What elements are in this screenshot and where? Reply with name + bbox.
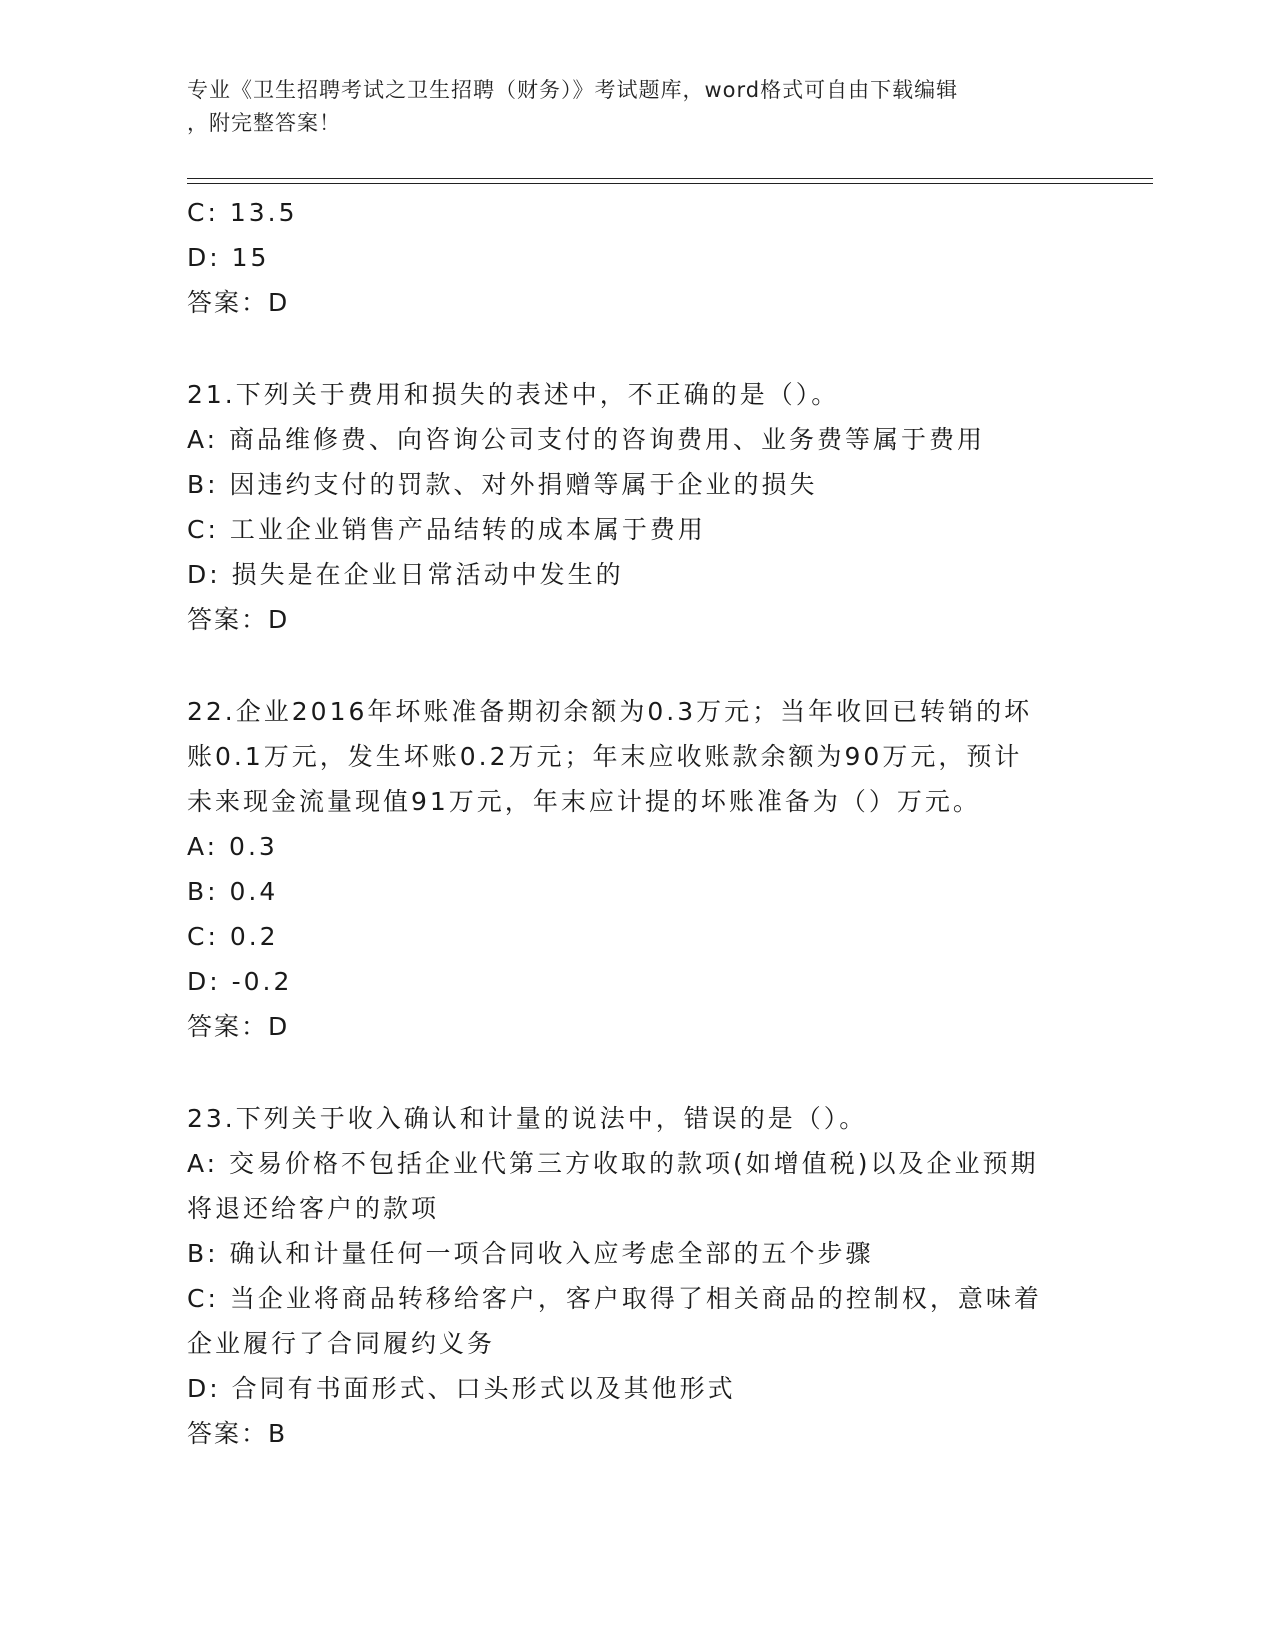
- answer-line: 答案：B: [187, 1419, 288, 1448]
- spacer: [187, 642, 1087, 689]
- option-c: C: 13.5: [187, 198, 298, 227]
- document-header: [187, 74, 1087, 140]
- question-stem: 23.下列关于收入确认和计量的说法中，错误的是（）。: [187, 1104, 868, 1133]
- option-a: A: 0.3: [187, 832, 278, 861]
- question-stem-line-2: 账0.1万元，发生坏账0.2万元；年末应收账款余额为90万元，预计: [187, 742, 1023, 771]
- option-c-line-2: 企业履行了合同履约义务: [187, 1329, 496, 1358]
- option-d: D: 合同有书面形式、口头形式以及其他形式: [187, 1374, 736, 1403]
- option-c: C: 0.2: [187, 922, 279, 951]
- option-d: D: 15: [187, 243, 270, 272]
- option-d: D: 损失是在企业日常活动中发生的: [187, 560, 624, 589]
- question-stem-line-1: 22.企业2016年坏账准备期初余额为0.3万元；当年收回已转销的坏: [187, 697, 1033, 726]
- option-c-line-1: C: 当企业将商品转移给客户，客户取得了相关商品的控制权，意味着: [187, 1284, 1042, 1313]
- question-stem-line-3: 未来现金流量现值91万元，年末应计提的坏账准备为（）万元。: [187, 787, 981, 816]
- previous-question-tail: [187, 190, 1087, 325]
- option-b: B: 因违约支付的罚款、对外捐赠等属于企业的损失: [187, 470, 818, 499]
- option-b: B: 0.4: [187, 877, 279, 906]
- option-a-line-1: A: 交易价格不包括企业代第三方收取的款项(如增值税)以及企业预期: [187, 1149, 1039, 1178]
- header-divider-bottom: [187, 183, 1153, 184]
- answer-line: 答案：D: [187, 1012, 290, 1041]
- option-a-line-2: 将退还给客户的款项: [187, 1194, 440, 1223]
- option-c: C: 工业企业销售产品结转的成本属于费用: [187, 515, 706, 544]
- option-d: D: -0.2: [187, 967, 293, 996]
- question-21: [187, 372, 1087, 642]
- question-stem: 21.下列关于费用和损失的表述中，不正确的是（）。: [187, 380, 840, 409]
- question-22: [187, 689, 1087, 1049]
- header-divider-top: [187, 178, 1153, 179]
- option-a: A: 商品维修费、向咨询公司支付的咨询费用、业务费等属于费用: [187, 425, 986, 454]
- question-content: [187, 190, 1087, 1456]
- spacer: [187, 325, 1087, 372]
- header-title-line-1: 专业《卫生招聘考试之卫生招聘（财务）》考试题库，word格式可自由下载编辑: [187, 78, 959, 102]
- spacer: [187, 1049, 1087, 1096]
- answer-line: 答案：D: [187, 605, 290, 634]
- header-title-line-2: ，附完整答案！: [187, 111, 341, 135]
- option-b: B: 确认和计量任何一项合同收入应考虑全部的五个步骤: [187, 1239, 874, 1268]
- answer-line: 答案：D: [187, 288, 290, 317]
- question-23: [187, 1096, 1087, 1456]
